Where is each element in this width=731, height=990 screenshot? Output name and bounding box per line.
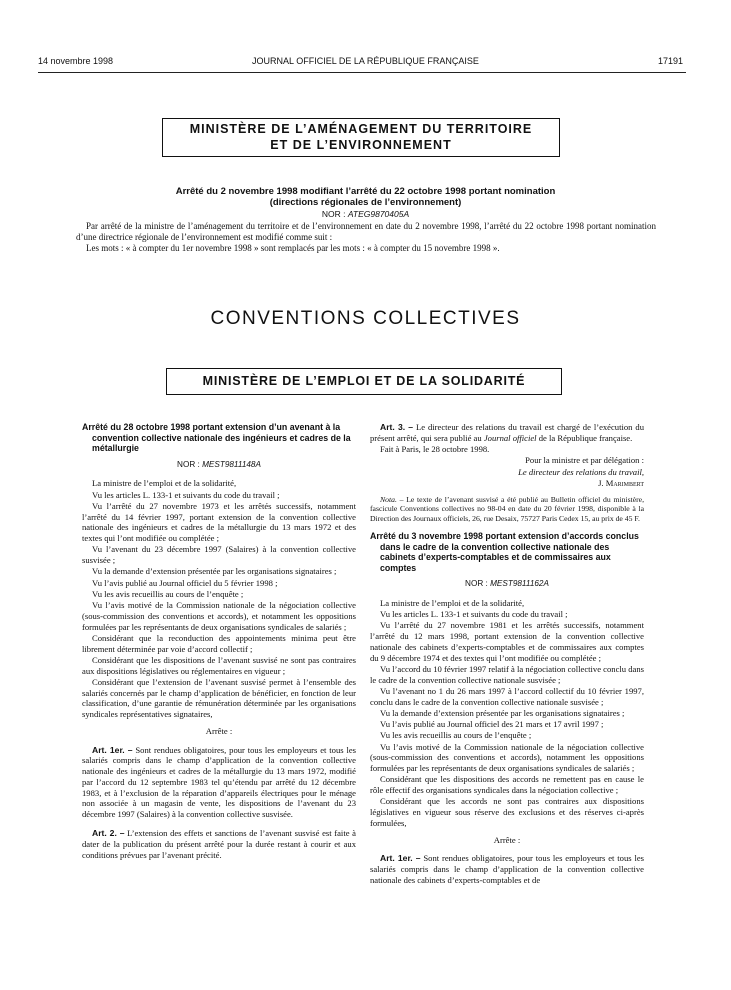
right-art3-text-b: de la République française. — [538, 432, 633, 443]
left-para: Vu la demande d’extension présentée par les organisations signataires ; — [92, 566, 337, 577]
left-arrete-title — [82, 422, 356, 454]
right-nota-label: Nota. – — [380, 494, 404, 504]
right-nota-text: Le texte de l’avenant susvisé a été publié au Bulletin officiel du ministère, fascicule Conventions collectives no 98-04 en date du 20 février 1998, disponible à la Direction des Journaux officiels, 26, rue Desaix, 75727 Paris Cedex 15, au prix de 45 F. — [370, 494, 644, 523]
left-art2-label: Art. 2. – — [92, 828, 125, 839]
right-nota — [370, 495, 644, 524]
right-arrete-title — [370, 531, 644, 573]
right-article-3 — [370, 422, 644, 444]
right-para: Vu les articles L. 133-1 et suivants du code du travail ; — [380, 609, 568, 619]
journal-title: JOURNAL OFFICIEL DE LA RÉPUBLIQUE FRANÇAISE — [252, 56, 479, 66]
left-art1-label: Art. 1er. – — [92, 744, 133, 755]
right-para: Vu l’accord du 10 février 1997 relatif à la négociation collective conclu dans le cadre de la convention collective nationale susvisée ; — [370, 663, 644, 685]
right-delegation: Pour la ministre et par délégation : — [525, 455, 644, 466]
ministry-line-2: ET DE L’ENVIRONNEMENT — [270, 138, 452, 152]
right-signature — [370, 478, 644, 489]
arrete-title-1-line-1: Arrêté du 2 novembre 1998 modifiant l’arrêté du 22 octobre 1998 portant nomination — [175, 186, 556, 197]
left-para: Considérant que l’extension de l’avenant susvisé permet à l’ensemble des salariés concernés par le champ d’application de bénéficier, en fonction de leur classification, d’une garantie de rémunération déterminée par les organisations syndicales représentatives signataires, — [82, 676, 356, 719]
ministry-box-amenagement — [162, 118, 560, 157]
right-para: La ministre de l’emploi et de la solidarité, — [380, 597, 525, 608]
ministry-line-1: MINISTÈRE DE L’AMÉNAGEMENT DU TERRITOIRE — [189, 122, 533, 136]
right-nor — [370, 579, 644, 590]
nor-label: NOR : — [321, 209, 346, 219]
left-nor — [82, 460, 356, 471]
nor-reference-1 — [0, 209, 731, 219]
right-para: Vu les avis recueillis au cours de l’enquête ; — [380, 730, 532, 741]
left-para: Vu les avis recueillis au cours de l’enquête ; — [92, 588, 244, 599]
right-art1-label: Art. 1er. – — [380, 853, 421, 864]
right-signature-text: J. Marimbert — [598, 477, 644, 488]
right-para: Considérant que les dispositions des accords ne remettent pas en cause le rôle effectif des organisations syndicales dans la négociation collective ; — [370, 774, 644, 795]
arrete-1-para-1: Par arrêté de la ministre de l’aménagement du territoire et de l’environnement en date du 2 novembre 1998, l’arrêté du 22 octobre 1998 portant nomination d’une directrice régionale de l’environnement est modifié comme suit : — [76, 221, 656, 242]
right-nor-value: MEST9811162A — [490, 579, 549, 588]
left-column — [82, 422, 356, 861]
right-para: Vu l’avis publié au Journal officiel des 21 mars et 17 avril 1997 ; — [380, 719, 604, 729]
right-fait: Fait à Paris, le 28 octobre 1998. — [380, 444, 490, 454]
left-art2-text: L’extension des effets et sanctions de l’avenant susvisé est faite à dater de la publication du présent arrêté pour la durée restant à courir et aux conditions prévues par l’avenant précité. — [82, 828, 356, 860]
left-article-1 — [82, 745, 356, 820]
left-art1-text: Sont rendues obligatoires, pour tous les employeurs et tous les salariés compris dans le champ d’application de la convention collective nationale des ingénieurs et cadres de la métallurgie du 13 mars 1972, modifié par l’accord du 12 septembre 1983 tel qu’étendu par arrêté du 12 décembre 1983, et à l’exclusion de la réparation d’appareils électriques pour le ménage non associée à un magasin de vente, les dispositions de l’avenant du 23 décembre 1997 (Salaires) à la convention collective susvisée. — [82, 744, 356, 819]
nor-value: ATEG9870405A — [347, 209, 410, 219]
section-title: CONVENTIONS COLLECTIVES — [210, 308, 521, 329]
left-para: Vu l’avenant du 23 décembre 1997 (Salaires) à la convention collective susvisée ; — [82, 544, 356, 565]
right-director-text: Le directeur des relations du travail, — [518, 466, 644, 477]
right-para: Vu l’avis motivé de la Commission nationale de la négociation collective (sous-commission des conventions et accords), notamment les oppositions formulées par les représentants de deux organisations syndicales de salariés ; — [370, 741, 644, 773]
left-para: La ministre de l’emploi et de la solidarité, — [92, 478, 237, 489]
right-nor-label: NOR : — [465, 579, 488, 588]
right-para: Vu l’arrêté du 27 novembre 1981 et les arrêtés successifs, notamment l’arrêté du 12 mars 1998, portant extension de la convention collective nationale des cabinets d’experts-comptables et de commissaires aux comptes du 9 décembre 1974 et des textes qui l’ont modifiée ou complétée ; — [370, 620, 644, 663]
ministry-box-emploi: MINISTÈRE DE L’EMPLOI ET DE LA SOLIDARITÉ — [166, 368, 562, 395]
left-nor-label: NOR : — [177, 459, 200, 469]
right-director — [370, 467, 644, 478]
right-art3-italic: Journal officiel — [483, 432, 537, 443]
left-para: Vu l’avis motivé de la Commission nationale de la négociation collective (sous-commission des conventions et accords), et notamment les oppositions formulées par les représentants de deux organisations syndicales de salariés ; — [82, 600, 356, 632]
right-art1-text: Sont rendues obligatoires, pour tous les employeurs et tous les salariés compris dans le champ d’application de la convention collective nationale des cabinets d’experts-comptables et de — [370, 853, 644, 885]
arrete-title-1-line-2: (directions régionales de l’environnement) — [269, 197, 462, 208]
arrete-1-body — [76, 221, 656, 254]
right-para: Considérant que les accords ne sont pas contraires aux dispositions législatives en vigueur sous réserve des exclusions et des réserves ci-après formulées, — [370, 796, 644, 828]
arrete-1-para-2: Les mots : « à compter du 1er novembre 1998 » sont remplacés par les mots : « à compter du 15 novembre 1998 ». — [86, 243, 500, 253]
left-title-line-1: Arrêté du 28 octobre 1998 portant extension d’un avenant — [82, 422, 323, 432]
right-article-1 — [370, 853, 644, 885]
left-para: Vu les articles L. 133-1 et suivants du code du travail ; — [92, 489, 280, 500]
right-title-line-2: conclus dans le cadre de la convention collective nationale des cabinets d’experts-comptables et de commissaires aux comptes — [380, 531, 639, 573]
right-para: Vu la demande d’extension présentée par les organisations signataires ; — [380, 707, 625, 718]
arrete-title-1 — [0, 186, 731, 208]
right-arrete-label: Arrête : — [493, 834, 521, 845]
left-para: Considérant que les dispositions de l’avenant susvisé ne sont pas contraires aux dispositions législatives ou réglementaires en vigueur ; — [82, 654, 356, 676]
right-para: Vu l’avenant no 1 du 26 mars 1997 à l’accord collectif du 10 février 1997, conclu dans le cadre de la convention collective nationale susvisée ; — [370, 685, 644, 707]
header-date: 14 novembre 1998 — [38, 56, 114, 66]
right-column — [370, 422, 644, 886]
right-art3-label: Art. 3. – — [380, 422, 414, 432]
left-article-2 — [82, 828, 356, 860]
right-title-line-1: Arrêté du 3 novembre 1998 portant extension d’accords — [370, 531, 604, 541]
page-number: 17191 — [657, 56, 683, 66]
left-arrete-label: Arrête : — [205, 725, 233, 736]
left-nor-value: MEST9811148A — [202, 459, 261, 469]
left-para: Vu l’avis publié au Journal officiel du 5 février 1998 ; — [92, 577, 278, 588]
right-art3-text-a: Le directeur des relations du travail est chargé de l’exécution du présent arrêté, qui sera publié au — [370, 422, 644, 443]
left-title-line-2: à la convention collective nationale des ingénieurs et cadres de la métallurgie — [92, 422, 351, 453]
header-rule — [38, 72, 686, 73]
left-para: Considérant que la reconduction des appointements minima peut être librement déterminée par voie d’accord collectif ; — [82, 632, 356, 654]
left-para: Vu l’arrêté du 27 novembre 1973 et les arrêtés successifs, notamment l’arrêté du 14 février 1997, portant extension de la convention collective nationale des ingénieurs et cadres de la métallurgie du 13 mars 1972 et des textes qui l’ont modifiée ou complétée ; — [82, 500, 356, 543]
